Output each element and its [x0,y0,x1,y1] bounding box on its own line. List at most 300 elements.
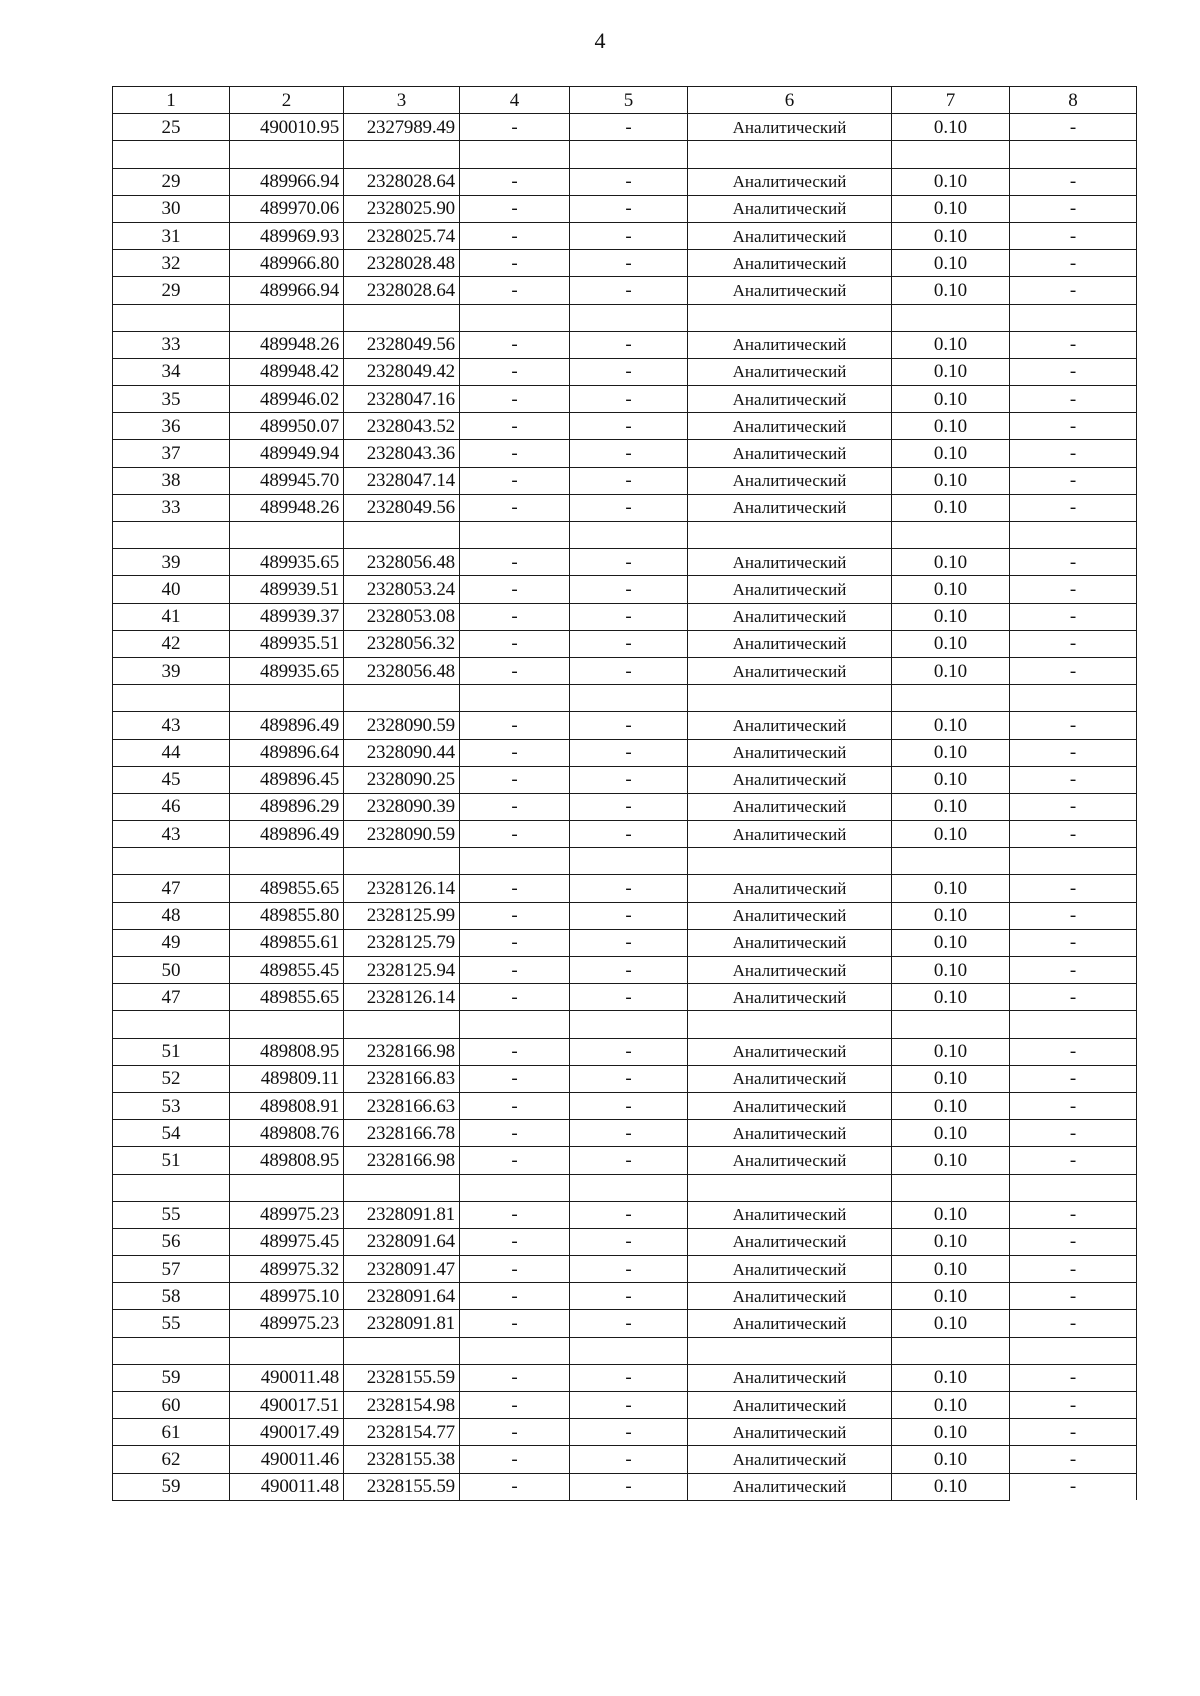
column-5-cell: - [570,1310,688,1337]
column-header: 7 [892,87,1010,114]
y-coordinate-cell: 2328090.59 [344,712,460,739]
accuracy-cell: 0.10 [892,1473,1010,1500]
method-cell: Аналитический [688,984,892,1011]
accuracy-cell: 0.10 [892,957,1010,984]
column-8-cell [1010,304,1137,331]
point-number-cell [113,1011,230,1038]
table-row [113,603,1137,630]
y-coordinate-cell [344,1011,460,1038]
column-5-cell: - [570,1201,688,1228]
method-cell: Аналитический [688,413,892,440]
column-4-cell: - [460,1473,570,1500]
column-8-cell: - [1010,549,1137,576]
table-row [113,821,1137,848]
point-number-cell: 59 [113,1473,230,1500]
column-4-cell [460,522,570,549]
point-number-cell: 35 [113,386,230,413]
point-number-cell: 41 [113,603,230,630]
y-coordinate-cell: 2328155.59 [344,1473,460,1500]
y-coordinate-cell [344,685,460,712]
table-row [113,1147,1137,1174]
table-row [113,440,1137,467]
accuracy-cell: 0.10 [892,1038,1010,1065]
column-4-cell: - [460,875,570,902]
column-8-cell: - [1010,793,1137,820]
y-coordinate-cell: 2328090.59 [344,821,460,848]
table-separator-row [113,141,1137,168]
accuracy-cell [892,1011,1010,1038]
method-cell: Аналитический [688,1120,892,1147]
table-separator-row [113,522,1137,549]
accuracy-cell: 0.10 [892,1446,1010,1473]
y-coordinate-cell: 2328155.38 [344,1446,460,1473]
accuracy-cell: 0.10 [892,222,1010,249]
method-cell: Аналитический [688,657,892,684]
x-coordinate-cell: 489935.65 [230,549,344,576]
method-cell: Аналитический [688,1147,892,1174]
method-cell: Аналитический [688,1228,892,1255]
y-coordinate-cell: 2328025.90 [344,195,460,222]
column-8-cell: - [1010,168,1137,195]
x-coordinate-cell: 489945.70 [230,467,344,494]
column-4-cell: - [460,277,570,304]
column-5-cell: - [570,1120,688,1147]
table-row [113,875,1137,902]
point-number-cell: 60 [113,1392,230,1419]
method-cell [688,141,892,168]
x-coordinate-cell: 489808.95 [230,1147,344,1174]
column-8-cell: - [1010,440,1137,467]
point-number-cell: 39 [113,549,230,576]
point-number-cell: 44 [113,739,230,766]
column-8-cell [1010,1337,1137,1364]
column-5-cell [570,522,688,549]
point-number-cell: 38 [113,467,230,494]
column-4-cell: - [460,657,570,684]
column-5-cell: - [570,114,688,141]
table-row [113,1364,1137,1391]
x-coordinate-cell [230,685,344,712]
point-number-cell: 40 [113,576,230,603]
y-coordinate-cell: 2328047.14 [344,467,460,494]
column-8-cell [1010,522,1137,549]
table-row [113,766,1137,793]
method-cell: Аналитический [688,331,892,358]
column-4-cell: - [460,1419,570,1446]
y-coordinate-cell: 2328125.94 [344,957,460,984]
method-cell: Аналитический [688,793,892,820]
column-4-cell: - [460,1310,570,1337]
y-coordinate-cell: 2328091.47 [344,1256,460,1283]
column-4-cell: - [460,984,570,1011]
y-coordinate-cell: 2328091.81 [344,1310,460,1337]
accuracy-cell: 0.10 [892,549,1010,576]
x-coordinate-cell: 489855.45 [230,957,344,984]
x-coordinate-cell [230,522,344,549]
column-5-cell: - [570,1092,688,1119]
table-row [113,331,1137,358]
table-separator-row [113,1337,1137,1364]
column-5-cell: - [570,222,688,249]
method-cell: Аналитический [688,168,892,195]
point-number-cell: 29 [113,277,230,304]
x-coordinate-cell: 489896.49 [230,712,344,739]
method-cell: Аналитический [688,494,892,521]
y-coordinate-cell: 2328091.64 [344,1228,460,1255]
column-4-cell: - [460,739,570,766]
column-4-cell: - [460,222,570,249]
column-4-cell [460,848,570,875]
y-coordinate-cell: 2328053.08 [344,603,460,630]
column-5-cell: - [570,1392,688,1419]
method-cell: Аналитический [688,902,892,929]
point-number-cell: 33 [113,331,230,358]
x-coordinate-cell [230,141,344,168]
table-row [113,494,1137,521]
table-row [113,114,1137,141]
table-row [113,1419,1137,1446]
x-coordinate-cell: 490011.48 [230,1473,344,1500]
accuracy-cell [892,522,1010,549]
method-cell: Аналитический [688,712,892,739]
column-8-cell: - [1010,413,1137,440]
x-coordinate-cell: 489975.32 [230,1256,344,1283]
column-8-cell: - [1010,766,1137,793]
column-8-cell: - [1010,902,1137,929]
x-coordinate-cell: 489966.94 [230,168,344,195]
column-8-cell: - [1010,957,1137,984]
y-coordinate-cell: 2328049.56 [344,494,460,521]
accuracy-cell [892,848,1010,875]
y-coordinate-cell: 2328028.64 [344,277,460,304]
accuracy-cell: 0.10 [892,984,1010,1011]
accuracy-cell: 0.10 [892,1364,1010,1391]
accuracy-cell: 0.10 [892,168,1010,195]
method-cell: Аналитический [688,766,892,793]
column-8-cell: - [1010,277,1137,304]
column-5-cell: - [570,821,688,848]
column-header: 2 [230,87,344,114]
column-5-cell: - [570,603,688,630]
y-coordinate-cell: 2328049.42 [344,358,460,385]
column-4-cell: - [460,331,570,358]
table-row [113,902,1137,929]
column-4-cell: - [460,603,570,630]
accuracy-cell: 0.10 [892,1092,1010,1119]
column-8-cell: - [1010,467,1137,494]
method-cell: Аналитический [688,1419,892,1446]
table-separator-row [113,1174,1137,1201]
column-4-cell: - [460,1201,570,1228]
point-number-cell: 32 [113,250,230,277]
method-cell: Аналитический [688,576,892,603]
y-coordinate-cell: 2328043.52 [344,413,460,440]
column-5-cell: - [570,576,688,603]
accuracy-cell: 0.10 [892,1283,1010,1310]
method-cell: Аналитический [688,1256,892,1283]
column-4-cell: - [460,250,570,277]
point-number-cell [113,1174,230,1201]
column-4-cell: - [460,195,570,222]
y-coordinate-cell: 2328166.98 [344,1147,460,1174]
method-cell: Аналитический [688,1283,892,1310]
column-8-cell: - [1010,603,1137,630]
column-5-cell: - [570,1364,688,1391]
column-8-cell: - [1010,1310,1137,1337]
column-8-cell: - [1010,1092,1137,1119]
accuracy-cell: 0.10 [892,195,1010,222]
column-5-cell [570,1011,688,1038]
column-4-cell: - [460,413,570,440]
column-4-cell: - [460,1283,570,1310]
point-number-cell: 34 [113,358,230,385]
accuracy-cell: 0.10 [892,277,1010,304]
x-coordinate-cell: 489855.80 [230,902,344,929]
column-8-cell: - [1010,712,1137,739]
point-number-cell: 39 [113,657,230,684]
column-4-cell: - [460,902,570,929]
column-4-cell: - [460,630,570,657]
method-cell: Аналитический [688,386,892,413]
method-cell: Аналитический [688,739,892,766]
x-coordinate-cell: 489896.64 [230,739,344,766]
column-4-cell: - [460,494,570,521]
method-cell: Аналитический [688,821,892,848]
y-coordinate-cell: 2328028.48 [344,250,460,277]
point-number-cell: 53 [113,1092,230,1119]
column-4-cell: - [460,1446,570,1473]
method-cell: Аналитический [688,195,892,222]
column-8-cell: - [1010,386,1137,413]
table-row [113,1201,1137,1228]
table-row [113,793,1137,820]
column-4-cell: - [460,1364,570,1391]
method-cell [688,304,892,331]
accuracy-cell: 0.10 [892,114,1010,141]
accuracy-cell: 0.10 [892,929,1010,956]
point-number-cell [113,685,230,712]
x-coordinate-cell: 489808.76 [230,1120,344,1147]
column-5-cell: - [570,440,688,467]
table-row [113,1092,1137,1119]
y-coordinate-cell: 2328053.24 [344,576,460,603]
table-row [113,630,1137,657]
column-4-cell [460,1174,570,1201]
column-8-cell: - [1010,1256,1137,1283]
column-4-cell: - [460,1392,570,1419]
method-cell: Аналитический [688,1201,892,1228]
column-header: 3 [344,87,460,114]
x-coordinate-cell: 489970.06 [230,195,344,222]
accuracy-cell: 0.10 [892,1310,1010,1337]
column-5-cell [570,848,688,875]
column-8-cell: - [1010,657,1137,684]
column-5-cell: - [570,657,688,684]
y-coordinate-cell: 2328049.56 [344,331,460,358]
column-5-cell: - [570,1147,688,1174]
point-number-cell: 33 [113,494,230,521]
x-coordinate-cell [230,1011,344,1038]
column-8-cell [1010,1174,1137,1201]
column-8-cell: - [1010,1392,1137,1419]
accuracy-cell: 0.10 [892,1392,1010,1419]
x-coordinate-cell: 489935.65 [230,657,344,684]
point-number-cell: 57 [113,1256,230,1283]
column-5-cell: - [570,793,688,820]
column-5-cell: - [570,1473,688,1500]
point-number-cell: 46 [113,793,230,820]
point-number-cell: 55 [113,1310,230,1337]
column-5-cell: - [570,875,688,902]
column-5-cell [570,304,688,331]
column-4-cell: - [460,1256,570,1283]
column-5-cell: - [570,1256,688,1283]
y-coordinate-cell: 2328166.78 [344,1120,460,1147]
method-cell: Аналитический [688,1092,892,1119]
accuracy-cell [892,1174,1010,1201]
point-number-cell: 47 [113,875,230,902]
method-cell: Аналитический [688,1065,892,1092]
table-row [113,358,1137,385]
column-4-cell: - [460,1065,570,1092]
y-coordinate-cell: 2328025.74 [344,222,460,249]
x-coordinate-cell: 489975.45 [230,1228,344,1255]
column-4-cell: - [460,576,570,603]
point-number-cell: 49 [113,929,230,956]
table-row [113,1120,1137,1147]
accuracy-cell: 0.10 [892,712,1010,739]
column-8-cell: - [1010,1364,1137,1391]
y-coordinate-cell: 2328166.63 [344,1092,460,1119]
accuracy-cell: 0.10 [892,1147,1010,1174]
column-5-cell: - [570,739,688,766]
column-8-cell: - [1010,1038,1137,1065]
y-coordinate-cell: 2328155.59 [344,1364,460,1391]
accuracy-cell: 0.10 [892,1419,1010,1446]
column-8-cell: - [1010,222,1137,249]
accuracy-cell: 0.10 [892,657,1010,684]
column-4-cell: - [460,793,570,820]
y-coordinate-cell: 2328043.36 [344,440,460,467]
point-number-cell: 37 [113,440,230,467]
x-coordinate-cell: 490011.48 [230,1364,344,1391]
table-row [113,222,1137,249]
column-5-cell: - [570,168,688,195]
method-cell: Аналитический [688,250,892,277]
x-coordinate-cell: 489969.93 [230,222,344,249]
x-coordinate-cell: 489946.02 [230,386,344,413]
point-number-cell: 29 [113,168,230,195]
column-8-cell: - [1010,1201,1137,1228]
column-5-cell: - [570,195,688,222]
table-row [113,467,1137,494]
column-4-cell: - [460,1092,570,1119]
column-8-cell: - [1010,984,1137,1011]
x-coordinate-cell: 489809.11 [230,1065,344,1092]
table-row [113,1228,1137,1255]
y-coordinate-cell [344,522,460,549]
y-coordinate-cell: 2328091.81 [344,1201,460,1228]
y-coordinate-cell: 2328028.64 [344,168,460,195]
point-number-cell: 51 [113,1038,230,1065]
point-number-cell: 42 [113,630,230,657]
accuracy-cell: 0.10 [892,494,1010,521]
y-coordinate-cell: 2328047.16 [344,386,460,413]
y-coordinate-cell [344,141,460,168]
x-coordinate-cell: 490010.95 [230,114,344,141]
column-5-cell [570,1337,688,1364]
x-coordinate-cell: 489808.95 [230,1038,344,1065]
y-coordinate-cell: 2328056.32 [344,630,460,657]
x-coordinate-cell: 489949.94 [230,440,344,467]
accuracy-cell: 0.10 [892,766,1010,793]
y-coordinate-cell: 2328126.14 [344,984,460,1011]
accuracy-cell: 0.10 [892,1065,1010,1092]
method-cell [688,1011,892,1038]
column-8-cell: - [1010,1473,1137,1500]
method-cell [688,685,892,712]
column-5-cell: - [570,1419,688,1446]
column-4-cell: - [460,467,570,494]
accuracy-cell: 0.10 [892,875,1010,902]
method-cell: Аналитический [688,1446,892,1473]
x-coordinate-cell: 489975.23 [230,1201,344,1228]
y-coordinate-cell [344,304,460,331]
x-coordinate-cell: 489896.45 [230,766,344,793]
x-coordinate-cell [230,304,344,331]
accuracy-cell: 0.10 [892,413,1010,440]
y-coordinate-cell: 2328091.64 [344,1283,460,1310]
column-4-cell [460,141,570,168]
method-cell: Аналитический [688,549,892,576]
y-coordinate-cell: 2328090.25 [344,766,460,793]
x-coordinate-cell: 489966.94 [230,277,344,304]
column-8-cell: - [1010,929,1137,956]
column-5-cell: - [570,331,688,358]
table-row [113,277,1137,304]
method-cell [688,1337,892,1364]
x-coordinate-cell: 490017.49 [230,1419,344,1446]
column-5-cell: - [570,250,688,277]
y-coordinate-cell: 2328056.48 [344,657,460,684]
method-cell: Аналитический [688,440,892,467]
x-coordinate-cell: 489948.26 [230,494,344,521]
table-row [113,929,1137,956]
column-8-cell: - [1010,331,1137,358]
method-cell: Аналитический [688,1038,892,1065]
table-row [113,1038,1137,1065]
column-8-cell: - [1010,1120,1137,1147]
column-5-cell: - [570,902,688,929]
point-number-cell: 43 [113,712,230,739]
x-coordinate-cell: 489975.10 [230,1283,344,1310]
table-separator-row [113,685,1137,712]
column-header: 5 [570,87,688,114]
method-cell: Аналитический [688,358,892,385]
page-number: 4 [594,28,606,53]
accuracy-cell: 0.10 [892,250,1010,277]
point-number-cell: 55 [113,1201,230,1228]
table-header-row [113,87,1137,114]
column-header: 8 [1010,87,1137,114]
accuracy-cell: 0.10 [892,603,1010,630]
column-8-cell: - [1010,1283,1137,1310]
column-5-cell: - [570,386,688,413]
point-number-cell: 54 [113,1120,230,1147]
column-8-cell: - [1010,1065,1137,1092]
point-number-cell [113,304,230,331]
x-coordinate-cell [230,1337,344,1364]
